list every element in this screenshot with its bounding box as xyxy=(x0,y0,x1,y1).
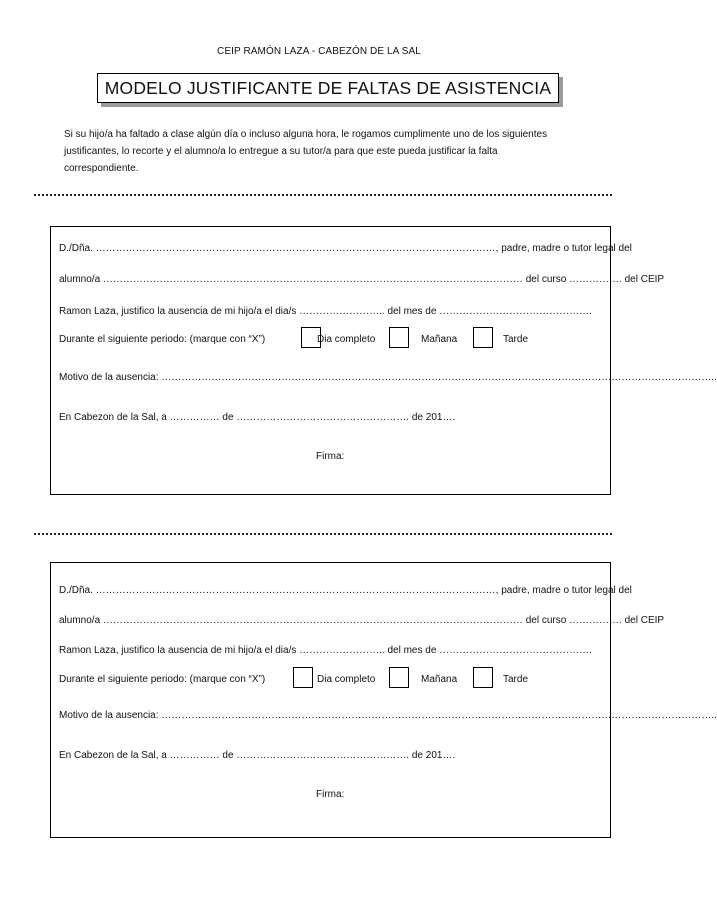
form2-period-row xyxy=(59,673,603,687)
form2-checkbox-morning[interactable] xyxy=(389,667,409,688)
title-banner xyxy=(97,73,563,107)
form1-checkbox-morning[interactable] xyxy=(389,327,409,348)
form2-place-date-row: En Cabezon de la Sal, a …………… de ……………………………………………. de 201…. xyxy=(59,750,456,761)
cut-line-1 xyxy=(34,194,612,196)
form1-option-afternoon: Tarde xyxy=(503,334,529,345)
intro-paragraph xyxy=(64,126,604,177)
form2-option-full-day: Dia completo xyxy=(317,674,376,685)
form1-absence-row: Ramon Laza, justifico la ausencia de mi hijo/a el dia/s …………………….. del mes de ………………………………………. xyxy=(59,306,592,317)
form1-parent-row: D./Dña. …………………………………………………………………………………………………………, padre, madre o tutor legal del xyxy=(59,243,632,254)
form2-signature-label: Firma: xyxy=(316,789,345,800)
form1-signature-label: Firma: xyxy=(316,451,345,462)
form1-place-date-row: En Cabezon de la Sal, a …………… de ……………………………………………. de 201…. xyxy=(59,412,456,423)
form2-student-row: alumno/a ……………………………………………………………………………………………………………… del curso ……………. del CEIP xyxy=(59,615,665,626)
form1-option-full-day: Dia completo xyxy=(317,334,376,345)
form1-period-row xyxy=(59,333,603,347)
form2-period-label: Durante el siguiente periodo: (marque con “X”) xyxy=(59,674,266,685)
cut-line-2 xyxy=(34,533,612,535)
form1-checkbox-afternoon[interactable] xyxy=(473,327,493,348)
form2-parent-row: D./Dña. …………………………………………………………………………………………………………, padre, madre o tutor legal del xyxy=(59,585,632,596)
justification-form-1 xyxy=(50,226,717,495)
intro-line-1: Si su hijo/a ha faltado a clase algún día o incluso alguna hora, le rogamos cumplimente uno de los siguientes xyxy=(64,129,548,140)
justification-form-2 xyxy=(50,562,717,838)
form2-option-afternoon: Tarde xyxy=(503,674,529,685)
intro-line-2: justificantes, lo recorte y el alumno/a lo entregue a su tutor/a para que este pueda justificar la falta xyxy=(64,146,498,157)
form2-checkbox-full-day[interactable] xyxy=(293,667,313,688)
form2-option-morning: Mañana xyxy=(421,674,458,685)
form1-student-row: alumno/a ……………………………………………………………………………………………………………… del curso ……………. del CEIP xyxy=(59,274,665,285)
form2-reason-row: Motivo de la ausencia: ………………………………………………………………………………………………………………………………………………….. xyxy=(59,710,717,721)
form2-checkbox-afternoon[interactable] xyxy=(473,667,493,688)
school-name: CEIP RAMÓN LAZA - CABEZÓN DE LA SAL xyxy=(217,46,421,57)
form2-absence-row: Ramon Laza, justifico la ausencia de mi hijo/a el dia/s …………………….. del mes de ………………………………………. xyxy=(59,645,592,656)
intro-line-3: correspondiente. xyxy=(64,163,139,174)
form1-period-label: Durante el siguiente periodo: (marque con “X”) xyxy=(59,334,266,345)
form1-option-morning: Mañana xyxy=(421,334,458,345)
document-title: MODELO JUSTIFICANTE DE FALTAS DE ASISTENCIA xyxy=(97,73,559,103)
form1-reason-row: Motivo de la ausencia: ………………………………………………………………………………………………………………………………………………….. xyxy=(59,372,717,383)
